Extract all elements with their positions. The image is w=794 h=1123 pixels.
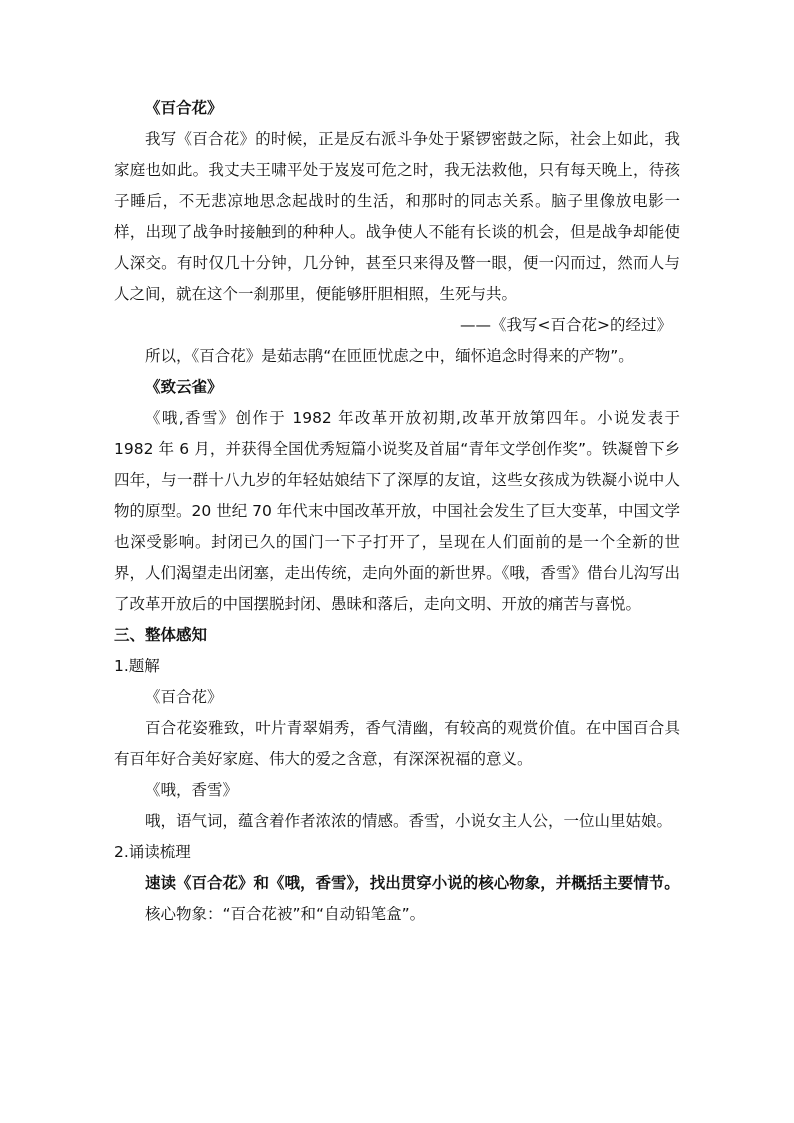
item-1-sub-1-title: 《百合花》 (145, 688, 223, 706)
section-3-heading: 三、整体感知 (114, 626, 208, 644)
item-1-label: 1.题解 (114, 657, 160, 675)
section-title-baihehua: 《百合花》 (145, 99, 223, 117)
item-1-sub-1-text: 百合花姿雅致，叶片青翠娟秀，香气清幽，有较高的观赏价值。在中国百合具有百年好合美好家庭、伟大的爱之含意，有深深祝福的意义。 (114, 719, 680, 768)
item-1-sub-2-text: 哦，语气词，蕴含着作者浓浓的情感。香雪，小说女主人公，一位山里姑娘。 (145, 812, 673, 830)
paragraph-2: 所以，《百合花》是茹志鹃“在匝匝忧虑之中，缅怀追念时得来的产物”。 (145, 347, 634, 365)
paragraph-3: 《哦,香雪》创作于 1982 年改革开放初期,改革开放第四年。小说发表于 1982 年 6 月，并获得全国优秀短篇小说奖及首届“青年文学创作奖”。铁凝曾下乡四年，与一群十八九岁的年轻姑娘结下了深厚的友谊，这些女孩成为铁凝小说中人物的原型。20 世纪 70 年代末中国改革开放，中国社会发生了巨大变革，中国文学也深受影响。封闭已久的国门一下子打开了，呈现在人们面前的是一个全新的世界，人们渴望走出闭塞，走出传统，走向外面的新世界。《哦，香雪》借台儿沟写出了改革开放后的中国摆脱封闭、愚昧和落后，走向文明、开放的痛苦与喜悦。 (114, 409, 680, 613)
item-1-sub-2-title: 《哦，香雪》 (145, 781, 239, 799)
item-2-label: 2.诵读梳理 (114, 843, 191, 861)
document-page (114, 93, 680, 930)
item-2-task: 速读《百合花》和《哦，香雪》，找出贯穿小说的核心物象，并概括主要情节。 (145, 874, 680, 892)
section-title-zhiyunque: 《致云雀》 (145, 378, 223, 396)
paragraph-1-source: ——《我写<百合花>的经过》 (460, 316, 672, 334)
paragraph-1: 我写《百合花》的时候，正是反右派斗争处于紧锣密鼓之际，社会上如此，我家庭也如此。我丈夫王啸平处于岌岌可危之时，我无法救他，只有每天晚上，待孩子睡后，不无悲凉地思念起战时的生活，和那时的同志关系。脑子里像放电影一样，出现了战争时接触到的种种人。战争使人不能有长谈的机会，但是战争却能使人深交。有时仅几十分钟，几分钟，甚至只来得及瞥一眼，便一闪而过，然而人与人之间，就在这个一刹那里，便能够肝胆相照，生死与共。 (114, 130, 680, 303)
item-2-core: 核心物象：“百合花被”和“自动铅笔盒”。 (145, 905, 426, 923)
